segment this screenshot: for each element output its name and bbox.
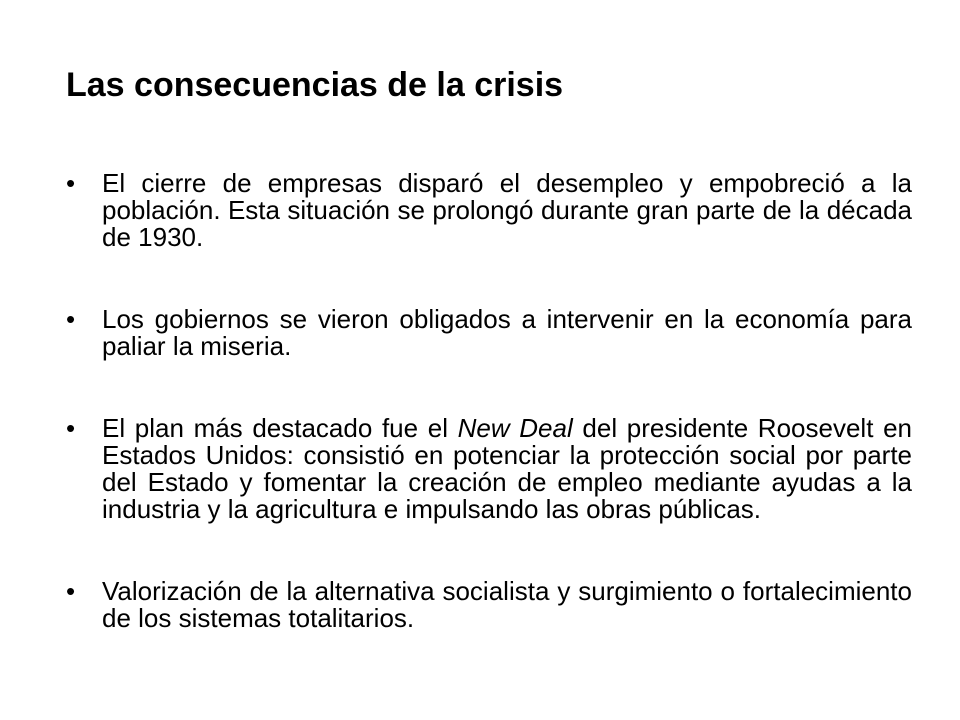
bullet-text-after: del presidente Roosevelt en Estados Unidos: consistió en potenciar la protección social por parte del Estado y fomentar la creación de empleo mediante ayudas a la industria y la agricultura e impulsando las obras públicas. (102, 413, 912, 524)
bullet-item (66, 170, 912, 251)
bullet-item (66, 306, 912, 360)
new-deal-emphasis: New Deal (457, 413, 573, 443)
bullet-item (66, 578, 912, 632)
bullet-text (102, 413, 912, 524)
bullet-text-before: El plan más destacado fue el (102, 413, 458, 443)
bullet-item (66, 415, 912, 523)
bullet-text: El cierre de empresas disparó el desempleo y empobreció a la población. Esta situación se prolongó durante gran parte de la década de 1930. (102, 168, 912, 252)
bullet-icon: • (66, 168, 76, 198)
bullet-icon: • (66, 576, 76, 606)
bullet-list (66, 170, 912, 687)
slide-title: Las consecuencias de la crisis (66, 66, 564, 104)
bullet-icon: • (66, 304, 76, 334)
bullet-text: Los gobiernos se vieron obligados a intervenir en la economía para paliar la miseria. (102, 304, 912, 361)
bullet-icon: • (66, 413, 76, 443)
bullet-text: Valorización de la alternativa socialista y surgimiento o fortalecimiento de los sistemas totalitarios. (102, 576, 912, 633)
